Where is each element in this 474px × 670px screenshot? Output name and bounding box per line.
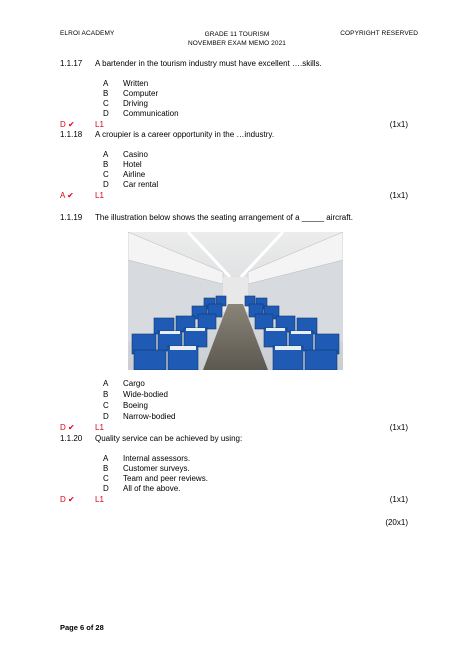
question-number: 1.1.19 [60, 213, 83, 222]
option [103, 390, 168, 399]
option-letter: A [103, 379, 109, 388]
mark-allocation: (1x1) [389, 120, 408, 129]
option [103, 170, 145, 179]
question-1-1-18 [60, 130, 274, 139]
option-letter: D [103, 412, 109, 421]
question-text: The illustration below shows the seating arrangement of a _____ aircraft. [95, 213, 353, 222]
cognitive-level: L1 [95, 495, 104, 504]
answer-1-1-18 [60, 191, 180, 200]
total-mark: (20x1) [385, 518, 408, 527]
question-number: 1.1.17 [60, 59, 83, 68]
option-text: Driving [123, 99, 148, 108]
option [103, 412, 175, 421]
option-letter: B [103, 160, 109, 169]
question-text: A bartender in the tourism industry must have excellent ….skills. [95, 59, 322, 68]
option-text: Team and peer reviews. [123, 474, 208, 483]
question-text: Quality service can be achieved by using: [95, 434, 243, 443]
cognitive-level: L1 [95, 423, 104, 432]
option [103, 401, 148, 410]
option [103, 484, 180, 493]
option-text: Wide-bodied [123, 390, 168, 399]
header-school: ELROI ACADEMY [60, 30, 115, 37]
option-letter: B [103, 390, 109, 399]
option-letter: C [103, 401, 109, 410]
option-text: Car rental [123, 180, 159, 189]
header-subject: GRADE 11 TOURISM [204, 31, 270, 38]
answer-1-1-17 [60, 120, 180, 129]
question-1-1-19 [60, 213, 353, 222]
option-letter: D [103, 484, 109, 493]
page-number: Page 6 of 28 [60, 623, 104, 632]
option-text: Narrow-bodied [123, 412, 176, 421]
answer-1-1-19 [60, 423, 180, 432]
option-text: Customer surveys. [123, 464, 190, 473]
mark-allocation: (1x1) [389, 423, 408, 432]
question-1-1-17 [60, 59, 322, 68]
option [103, 99, 148, 108]
question-1-1-20 [60, 434, 242, 443]
option [103, 180, 158, 189]
question-number: 1.1.20 [60, 434, 83, 443]
option [103, 150, 148, 159]
aircraft-cabin-image [128, 232, 343, 370]
option [103, 109, 179, 118]
option-letter: B [103, 464, 109, 473]
answer-key: A ✔ [60, 191, 74, 200]
option-text: Airline [123, 170, 146, 179]
option-letter: D [103, 109, 109, 118]
option-text: Cargo [123, 379, 145, 388]
option [103, 464, 190, 473]
cognitive-level: L1 [95, 191, 104, 200]
option [103, 89, 158, 98]
question-text: A croupier is a career opportunity in the …industry. [95, 130, 275, 139]
header-exam: NOVEMBER EXAM MEMO 2021 [187, 40, 287, 47]
option-text: All of the above. [123, 484, 181, 493]
option-letter: C [103, 170, 109, 179]
option-letter: B [103, 89, 109, 98]
option-text: Written [123, 79, 149, 88]
question-number: 1.1.18 [60, 130, 83, 139]
answer-key: D ✔ [60, 423, 75, 432]
option [103, 454, 190, 463]
option [103, 160, 142, 169]
option-text: Computer [123, 89, 159, 98]
aircraft-cabin-illustration [128, 232, 343, 370]
option-text: Communication [123, 109, 179, 118]
option-letter: C [103, 99, 109, 108]
option [103, 79, 148, 88]
option-letter: C [103, 474, 109, 483]
option [103, 379, 145, 388]
option-text: Internal assessors. [123, 454, 191, 463]
option-text: Boeing [123, 401, 148, 410]
option [103, 474, 208, 483]
answer-key: D ✔ [60, 495, 75, 504]
option-letter: D [103, 180, 109, 189]
header-copyright: COPYRIGHT RESERVED [340, 30, 418, 37]
cognitive-level: L1 [95, 120, 104, 129]
mark-allocation: (1x1) [389, 191, 408, 200]
option-letter: A [103, 150, 109, 159]
answer-1-1-20 [60, 495, 180, 504]
option-text: Casino [123, 150, 148, 159]
option-letter: A [103, 79, 109, 88]
option-letter: A [103, 454, 109, 463]
mark-allocation: (1x1) [389, 495, 408, 504]
option-text: Hotel [123, 160, 142, 169]
answer-key: D ✔ [60, 120, 75, 129]
